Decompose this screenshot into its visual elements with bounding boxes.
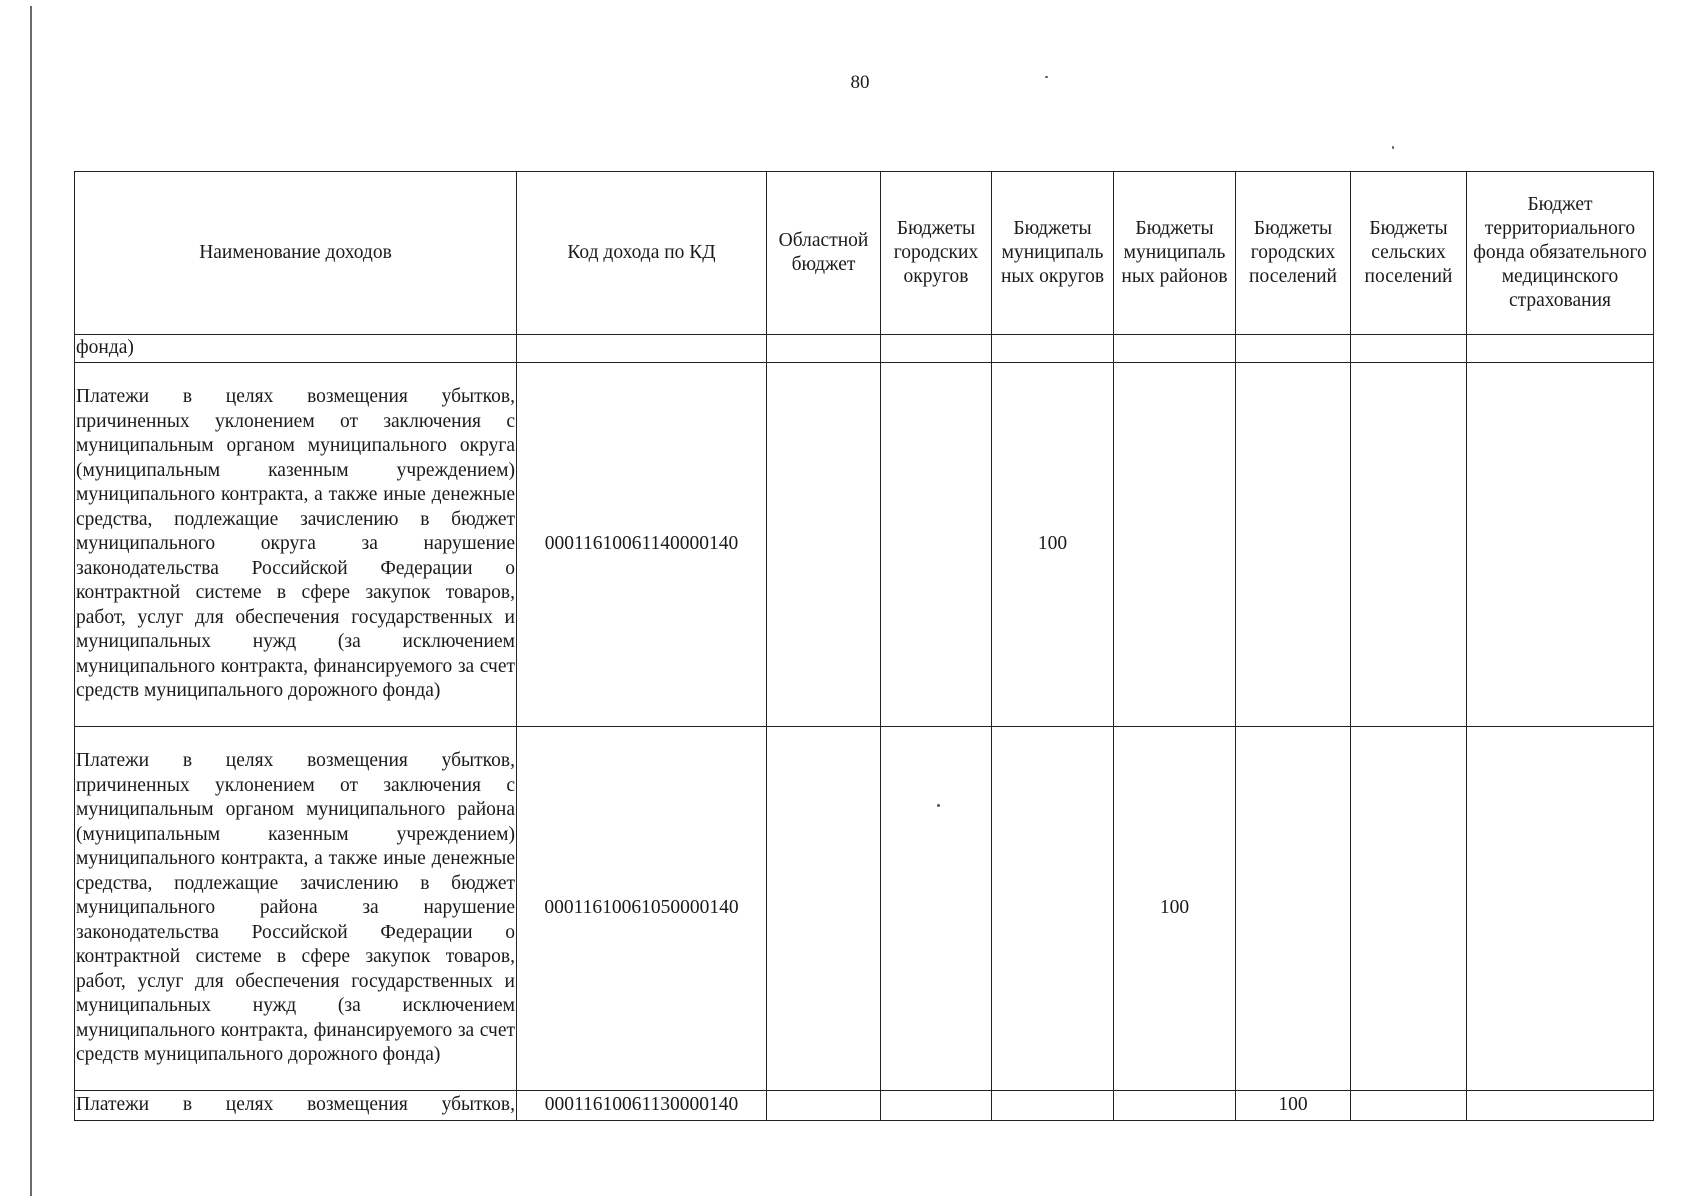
income-code-cell: 00011610061140000140 — [517, 363, 767, 727]
income-name-cell: Платежи в целях возмещения убытков, причиненных уклонением от заключения с муниципальным органом муниципального района (муниципальным казенным учреждением) муниципального контракта, а также иные денежные средства, подлежащие зачислению в бюджет муниципального района за нарушение законодательства Российской Федерации о контрактной системе в сфере закупок товаров, работ, услуг для обеспечения государственных и муниципальных нужд (за исключением муниципального контракта, финансируемого за счет средств муниципального дорожного фонда) — [75, 727, 517, 1091]
value-cell — [1236, 363, 1351, 727]
header-rural-settlement-budgets: Бюджеты сельских поселений — [1351, 172, 1467, 335]
value-cell — [1114, 335, 1236, 363]
income-name-cell: Платежи в целях возмещения убытков, — [75, 1091, 517, 1121]
value-cell — [767, 363, 881, 727]
value-cell — [1351, 1091, 1467, 1121]
income-code-cell: 00011610061050000140 — [517, 727, 767, 1091]
value-cell — [1467, 335, 1654, 363]
value-cell — [1236, 727, 1351, 1091]
header-municipal-area-budgets: Бюджеты муниципаль ных районов — [1114, 172, 1236, 335]
table-row — [75, 335, 1654, 363]
value-cell — [1351, 727, 1467, 1091]
table-row — [75, 363, 1654, 727]
value-cell — [767, 1091, 881, 1121]
header-municipal-district-budgets: Бюджеты муниципаль ных округов — [992, 172, 1114, 335]
header-income-code: Код дохода по КД — [517, 172, 767, 335]
value-cell — [767, 727, 881, 1091]
value-cell — [881, 363, 992, 727]
scan-speck — [1392, 146, 1394, 149]
value-cell: 100 — [1236, 1091, 1351, 1121]
value-cell — [1114, 363, 1236, 727]
value-cell — [881, 335, 992, 363]
value-cell — [1467, 1091, 1654, 1121]
table-row — [75, 1091, 1654, 1121]
value-cell — [1351, 363, 1467, 727]
value-cell — [992, 1091, 1114, 1121]
value-cell: 100 — [992, 363, 1114, 727]
value-cell — [1114, 1091, 1236, 1121]
header-city-district-budgets: Бюджеты городских округов — [881, 172, 992, 335]
value-cell — [767, 335, 881, 363]
binding-edge-line — [30, 6, 32, 1196]
table-header-row — [75, 172, 1654, 335]
value-cell — [1351, 335, 1467, 363]
value-cell: 100 — [1114, 727, 1236, 1091]
value-cell — [881, 1091, 992, 1121]
header-medical-insurance-fund-budget: Бюджет территориального фонда обязательного медицинского страхования — [1467, 172, 1654, 335]
income-name-cell: фонда) — [75, 335, 517, 363]
value-cell — [881, 727, 992, 1091]
value-cell — [1236, 335, 1351, 363]
header-income-name: Наименование доходов — [75, 172, 517, 335]
revenue-distribution-table — [74, 171, 1654, 1121]
income-code-cell: 00011610061130000140 — [517, 1091, 767, 1121]
value-cell — [992, 335, 1114, 363]
header-regional-budget: Областной бюджет — [767, 172, 881, 335]
value-cell — [1467, 363, 1654, 727]
value-cell — [1467, 727, 1654, 1091]
header-urban-settlement-budgets: Бюджеты городских поселений — [1236, 172, 1351, 335]
income-name-cell: Платежи в целях возмещения убытков, причиненных уклонением от заключения с муниципальным органом муниципального округа (муниципальным казенным учреждением) муниципального контракта, а также иные денежные средства, подлежащие зачислению в бюджет муниципального округа за нарушение законодательства Российской Федерации о контрактной системе в сфере закупок товаров, работ, услуг для обеспечения государственных и муниципальных нужд (за исключением муниципального контракта, финансируемого за счет средств муниципального дорожного фонда) — [75, 363, 517, 727]
scan-speck — [1045, 76, 1048, 78]
table-row — [75, 727, 1654, 1091]
page-number: 80 — [850, 72, 870, 93]
income-code-cell — [517, 335, 767, 363]
value-cell — [992, 727, 1114, 1091]
